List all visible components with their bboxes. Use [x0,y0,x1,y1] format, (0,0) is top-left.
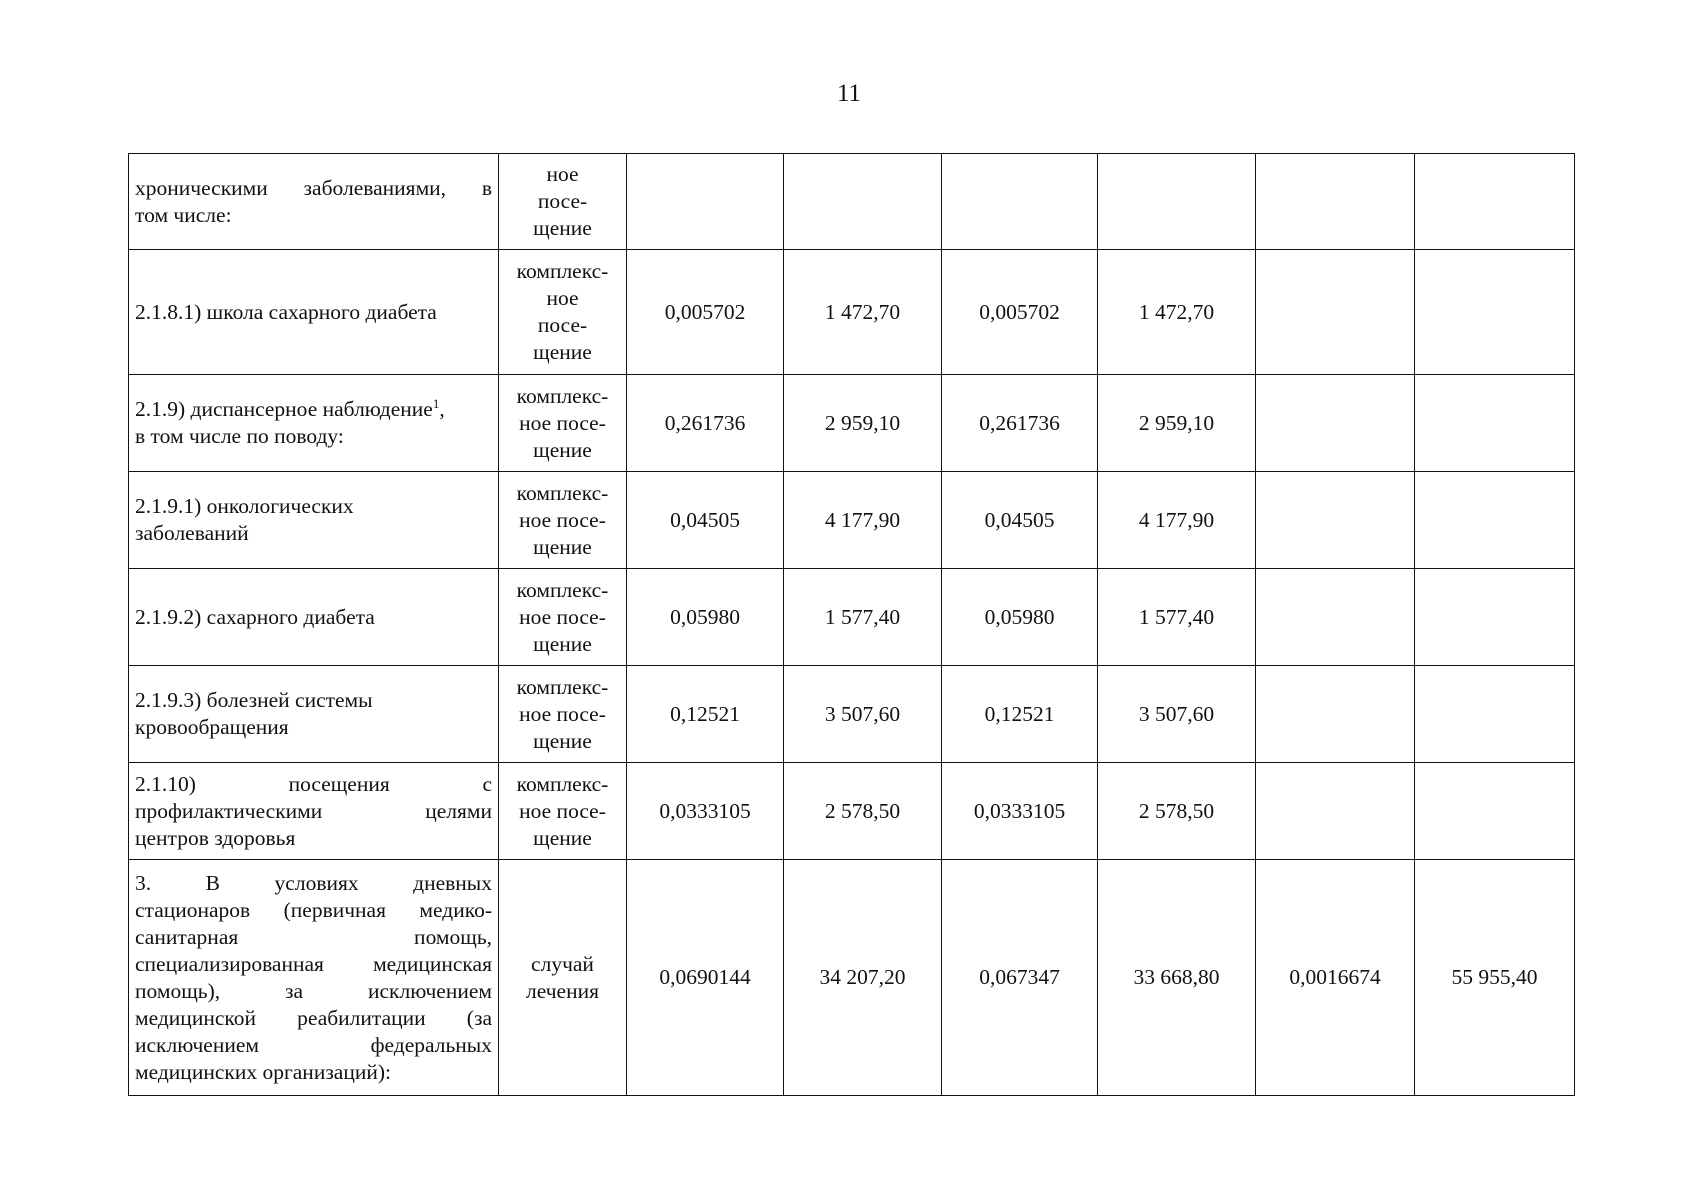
row-name-cell [129,154,499,250]
value-cell: 55 955,40 [1415,860,1575,1096]
value-cell: 0,067347 [942,860,1098,1096]
norms-table [128,153,1575,1096]
row-name-line: профилактическими целями [135,798,492,823]
row-name-cell [129,375,499,472]
table-row [129,860,1575,1096]
table-row [129,375,1575,472]
value-cell: 1 577,40 [784,569,942,666]
value-cell: 4 177,90 [1098,472,1256,569]
value-cell: 0,0333105 [627,763,784,860]
value-cell [1415,569,1575,666]
value-cell [1256,250,1415,375]
value-cell: 33 668,80 [1098,860,1256,1096]
unit-line: комплекс- [516,771,609,796]
unit-line: ное посе- [519,410,606,435]
value-cell [1256,763,1415,860]
unit-line: щение [533,216,592,240]
row-name-line: кровообращения [135,715,289,739]
value-cell: 2 959,10 [784,375,942,472]
row-name-line: центров здоровья [135,825,296,850]
unit-line: щение [533,728,592,753]
table-row [129,250,1575,375]
value-cell [942,154,1098,250]
value-cell [1415,154,1575,250]
value-cell: 0,005702 [627,250,784,375]
value-cell: 0,04505 [942,472,1098,569]
row-name-line: исключением федеральных [135,1032,492,1057]
value-cell: 0,12521 [942,666,1098,763]
value-cell [1256,569,1415,666]
row-name-line: 2.1.10) посещения с [135,771,492,796]
page-number: 11 [836,80,862,107]
table-row [129,763,1575,860]
unit-line: щение [533,631,592,656]
row-name-line: стационаров (первичная медико- [135,897,492,922]
footnote-marker: 1 [432,395,440,411]
unit-cell [499,569,627,666]
value-cell [1415,375,1575,472]
row-name-cell [129,763,499,860]
value-cell [1415,763,1575,860]
row-name-cell [129,569,499,666]
unit-line: посе- [537,313,588,337]
row-name-line: медицинской реабилитации (за [135,1005,492,1030]
value-cell: 0,05980 [627,569,784,666]
row-name-line: заболеваний [135,521,249,545]
value-cell: 0,0016674 [1256,860,1415,1096]
unit-line: лечения [526,978,599,1003]
value-cell: 0,04505 [627,472,784,569]
value-cell: 1 472,70 [784,250,942,375]
row-name-cell [129,250,499,375]
unit-cell [499,154,627,250]
value-cell [784,154,942,250]
value-cell [1256,375,1415,472]
unit-line: щение [533,825,592,850]
row-name-line: медицинских организаций): [135,1059,392,1084]
unit-line: ное [546,286,579,310]
value-cell [1415,250,1575,375]
row-name-line: помощь), за исключением [135,978,492,1003]
unit-line: щение [533,534,592,559]
value-cell: 0,05980 [942,569,1098,666]
value-cell: 2 578,50 [784,763,942,860]
value-cell: 0,261736 [627,375,784,472]
unit-line: случай [531,951,594,976]
unit-cell [499,375,627,472]
value-cell: 2 959,10 [1098,375,1256,472]
table-row [129,569,1575,666]
unit-cell [499,250,627,375]
row-name-line: специализированная медицинская [135,951,492,976]
row-name-line: 2.1.9.2) сахарного диабета [135,604,375,629]
row-name-line: 2.1.8.1) школа сахарного диабета [135,299,437,324]
unit-cell [499,763,627,860]
value-cell: 0,005702 [942,250,1098,375]
unit-line: ное посе- [519,701,606,726]
row-name-cell [129,472,499,569]
value-cell: 3 507,60 [784,666,942,763]
value-cell: 2 578,50 [1098,763,1256,860]
value-cell [1256,154,1415,250]
row-name-line: 2.1.9.3) болезней системы [135,688,373,712]
unit-line: щение [533,340,592,364]
row-name-line [135,396,492,423]
row-name-line: 2.1.9.1) онкологических [135,494,354,518]
unit-line: комплекс- [516,577,609,602]
table-row [129,154,1575,250]
row-name-line: санитарная помощь, [135,924,492,949]
unit-cell [499,472,627,569]
value-cell [627,154,784,250]
row-name-text: 2.1.9) диспансерное наблюдение [135,397,433,421]
value-cell: 1 472,70 [1098,250,1256,375]
row-name-cell [129,860,499,1096]
unit-line: комплекс- [516,674,609,699]
value-cell: 1 577,40 [1098,569,1256,666]
row-name-line: в том числе по поводу: [135,424,344,448]
value-cell: 3 507,60 [1098,666,1256,763]
row-name-text: , [439,397,445,421]
table-row [129,472,1575,569]
value-cell: 0,0333105 [942,763,1098,860]
unit-cell [499,666,627,763]
unit-line: щение [533,437,592,462]
table-row [129,666,1575,763]
row-name-line: 3. В условиях дневных [135,870,492,895]
unit-line: посе- [537,189,588,213]
value-cell [1415,666,1575,763]
value-cell: 0,12521 [627,666,784,763]
unit-line: ное посе- [519,798,606,823]
value-cell: 34 207,20 [784,860,942,1096]
unit-line: ное посе- [519,507,606,532]
unit-line: ное [546,162,579,186]
unit-line: комплекс- [516,259,609,283]
unit-line: комплекс- [516,480,609,505]
value-cell: 0,261736 [942,375,1098,472]
value-cell [1098,154,1256,250]
value-cell [1256,472,1415,569]
row-name-cell [129,666,499,763]
value-cell [1256,666,1415,763]
row-name-line: хроническими заболеваниями, в [135,175,492,200]
unit-cell [499,860,627,1096]
unit-line: комплекс- [516,383,609,408]
unit-line: ное посе- [519,604,606,629]
value-cell: 0,0690144 [627,860,784,1096]
row-name-line: том числе: [135,202,232,227]
value-cell: 4 177,90 [784,472,942,569]
value-cell [1415,472,1575,569]
